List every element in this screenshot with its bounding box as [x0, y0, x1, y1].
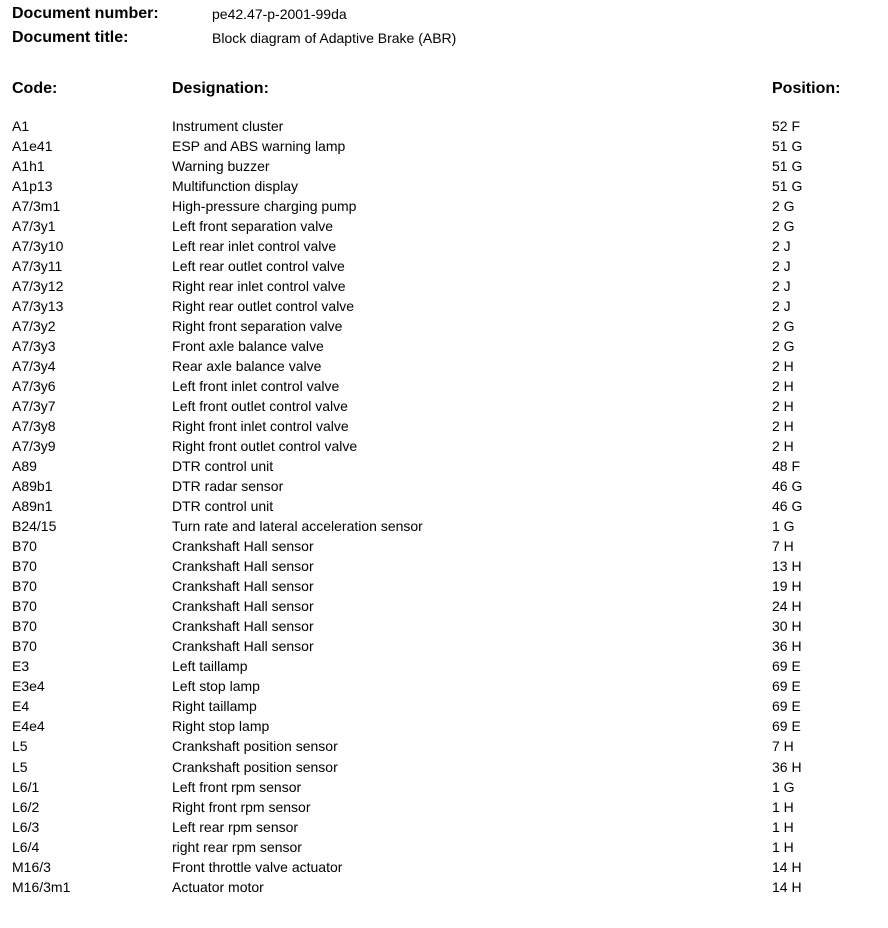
row-position: 2 J	[772, 238, 791, 255]
table-row	[0, 676, 888, 696]
table-row	[0, 176, 888, 196]
table-row	[0, 416, 888, 436]
table-row	[0, 757, 888, 777]
row-position: 2 G	[772, 218, 795, 235]
row-code: A7/3y7	[12, 398, 56, 415]
table-row	[0, 136, 888, 156]
row-code: L6/1	[12, 778, 40, 795]
row-position: 13 H	[772, 558, 802, 575]
row-designation: Crankshaft Hall sensor	[172, 638, 314, 655]
row-position: 2 G	[772, 198, 795, 215]
row-code: E4	[12, 698, 30, 715]
row-designation: Crankshaft position sensor	[172, 758, 338, 775]
column-header-position: Position:	[772, 80, 841, 97]
row-position: 2 H	[772, 438, 794, 455]
row-position: 24 H	[772, 598, 802, 615]
row-position: 51 G	[772, 178, 803, 195]
row-designation: Multifunction display	[172, 178, 299, 195]
row-code: A7/3y8	[12, 418, 56, 435]
row-position: 14 H	[772, 878, 802, 895]
row-designation: Warning buzzer	[172, 158, 270, 175]
row-code: A7/3y4	[12, 358, 56, 375]
row-code: E4e4	[12, 718, 45, 735]
row-designation: Front axle balance valve	[172, 338, 324, 355]
row-designation: Left rear rpm sensor	[172, 818, 299, 835]
row-position: 1 H	[772, 818, 794, 835]
row-position: 1 G	[772, 518, 795, 535]
row-designation: Crankshaft Hall sensor	[172, 538, 314, 555]
row-position: 19 H	[772, 578, 802, 595]
table-row	[0, 156, 888, 176]
table-row	[0, 216, 888, 236]
row-code: E3e4	[12, 678, 45, 695]
row-position: 36 H	[772, 638, 802, 655]
row-position: 46 G	[772, 478, 803, 495]
table-row	[0, 496, 888, 516]
row-position: 69 E	[772, 718, 801, 735]
row-code: B24/15	[12, 518, 57, 535]
row-code: B70	[12, 638, 37, 655]
row-position: 2 H	[772, 358, 794, 375]
row-position: 2 H	[772, 418, 794, 435]
row-position: 1 H	[772, 838, 794, 855]
row-designation: Right front separation valve	[172, 318, 343, 335]
row-code: L5	[12, 738, 28, 755]
row-code: A7/3y10	[12, 238, 64, 255]
document-number-value: pe42.47-p-2001-99da	[212, 6, 347, 22]
row-position: 2 H	[772, 398, 794, 415]
row-designation: Right rear inlet control valve	[172, 278, 346, 295]
row-position: 1 G	[772, 778, 795, 795]
row-code: A7/3y2	[12, 318, 56, 335]
table-row	[0, 256, 888, 276]
row-designation: Crankshaft Hall sensor	[172, 618, 314, 635]
row-designation: DTR radar sensor	[172, 478, 284, 495]
row-designation: DTR control unit	[172, 498, 274, 515]
row-position: 36 H	[772, 758, 802, 775]
row-position: 69 E	[772, 658, 801, 675]
table-row	[0, 296, 888, 316]
table-row	[0, 356, 888, 376]
row-designation: right rear rpm sensor	[172, 838, 302, 855]
row-code: E3	[12, 658, 30, 675]
row-code: L6/4	[12, 838, 40, 855]
table-row	[0, 596, 888, 616]
row-designation: Turn rate and lateral acceleration sensor	[172, 518, 423, 535]
table-row	[0, 116, 888, 136]
table-row	[0, 877, 888, 897]
row-code: L6/2	[12, 798, 40, 815]
table-row	[0, 696, 888, 716]
row-position: 2 G	[772, 338, 795, 355]
table-row	[0, 817, 888, 837]
table-row	[0, 476, 888, 496]
row-position: 2 J	[772, 278, 791, 295]
row-position: 14 H	[772, 858, 802, 875]
row-code: A1e41	[12, 138, 53, 155]
row-designation: Right rear outlet control valve	[172, 298, 355, 315]
table-row	[0, 196, 888, 216]
table-row	[0, 436, 888, 456]
row-designation: Left rear outlet control valve	[172, 258, 345, 275]
row-code: B70	[12, 618, 37, 635]
row-code: A7/3y11	[12, 258, 63, 275]
row-position: 48 F	[772, 458, 801, 475]
row-code: A89b1	[12, 478, 53, 495]
row-designation: Right taillamp	[172, 698, 257, 715]
table-row	[0, 636, 888, 656]
table-row	[0, 616, 888, 636]
row-designation: High-pressure charging pump	[172, 198, 357, 215]
row-position: 2 J	[772, 258, 791, 275]
row-code: A89n1	[12, 498, 53, 515]
table-row	[0, 777, 888, 797]
row-code: M16/3	[12, 858, 51, 875]
table-row	[0, 556, 888, 576]
row-designation: Crankshaft position sensor	[172, 738, 338, 755]
row-code: A7/3y3	[12, 338, 56, 355]
row-designation: Right front inlet control valve	[172, 418, 349, 435]
row-code: L6/3	[12, 818, 40, 835]
table-row	[0, 837, 888, 857]
row-designation: Actuator motor	[172, 878, 264, 895]
row-designation: ESP and ABS warning lamp	[172, 138, 346, 155]
table-row	[0, 857, 888, 877]
row-position: 51 G	[772, 138, 803, 155]
row-code: A7/3y12	[12, 278, 64, 295]
row-code: A7/3m1	[12, 198, 61, 215]
document-number-row	[12, 3, 347, 25]
row-position: 2 H	[772, 378, 794, 395]
row-position: 69 E	[772, 678, 801, 695]
table-row	[0, 376, 888, 396]
column-header-code: Code:	[12, 80, 58, 97]
component-table	[0, 116, 888, 897]
row-position: 7 H	[772, 538, 794, 555]
row-code: M16/3m1	[12, 878, 71, 895]
table-row	[0, 576, 888, 596]
row-code: B70	[12, 598, 37, 615]
table-row	[0, 536, 888, 556]
row-position: 1 H	[772, 798, 794, 815]
row-designation: Left front separation valve	[172, 218, 334, 235]
row-position: 46 G	[772, 498, 803, 515]
table-row	[0, 276, 888, 296]
table-row	[0, 516, 888, 536]
table-row	[0, 336, 888, 356]
document-number-label: Document number:	[12, 5, 159, 22]
table-row	[0, 797, 888, 817]
row-designation: Crankshaft Hall sensor	[172, 558, 314, 575]
column-header-designation: Designation:	[172, 80, 269, 97]
document-title-value: Block diagram of Adaptive Brake (ABR)	[212, 30, 457, 46]
row-designation: Right front outlet control valve	[172, 438, 358, 455]
table-row	[0, 736, 888, 756]
document-title-label: Document title:	[12, 29, 129, 46]
row-designation: Left stop lamp	[172, 678, 260, 695]
row-designation: Left rear inlet control valve	[172, 238, 337, 255]
row-designation: Left front rpm sensor	[172, 778, 302, 795]
row-code: A7/3y1	[12, 218, 56, 235]
row-position: 2 G	[772, 318, 795, 335]
row-code: A7/3y9	[12, 438, 56, 455]
row-code: A7/3y6	[12, 378, 56, 395]
row-designation: Crankshaft Hall sensor	[172, 578, 314, 595]
row-position: 69 E	[772, 698, 801, 715]
row-code: L5	[12, 758, 28, 775]
table-row	[0, 316, 888, 336]
row-code: A1	[12, 118, 30, 134]
row-designation: Front throttle valve actuator	[172, 858, 343, 875]
table-row	[0, 656, 888, 676]
row-position: 7 H	[772, 738, 794, 755]
row-code: B70	[12, 578, 37, 595]
row-designation: DTR control unit	[172, 458, 274, 475]
row-code: A1p13	[12, 178, 53, 195]
table-row	[0, 716, 888, 736]
table-row	[0, 456, 888, 476]
row-designation: Crankshaft Hall sensor	[172, 598, 314, 615]
row-code: B70	[12, 538, 37, 555]
row-designation: Instrument cluster	[172, 118, 284, 134]
row-position: 51 G	[772, 158, 803, 175]
document-title-row	[12, 27, 456, 49]
row-designation: Left front outlet control valve	[172, 398, 348, 415]
row-code: A1h1	[12, 158, 45, 175]
row-position: 30 H	[772, 618, 802, 635]
row-designation: Left taillamp	[172, 658, 248, 675]
table-row	[0, 236, 888, 256]
row-position: 2 J	[772, 298, 791, 315]
row-code: A89	[12, 458, 37, 475]
row-code: A7/3y13	[12, 298, 64, 315]
table-row	[0, 396, 888, 416]
row-designation: Rear axle balance valve	[172, 358, 322, 375]
row-designation: Left front inlet control valve	[172, 378, 340, 395]
row-position: 52 F	[772, 118, 801, 134]
row-designation: Right front rpm sensor	[172, 798, 311, 815]
row-designation: Right stop lamp	[172, 718, 270, 735]
row-code: B70	[12, 558, 37, 575]
